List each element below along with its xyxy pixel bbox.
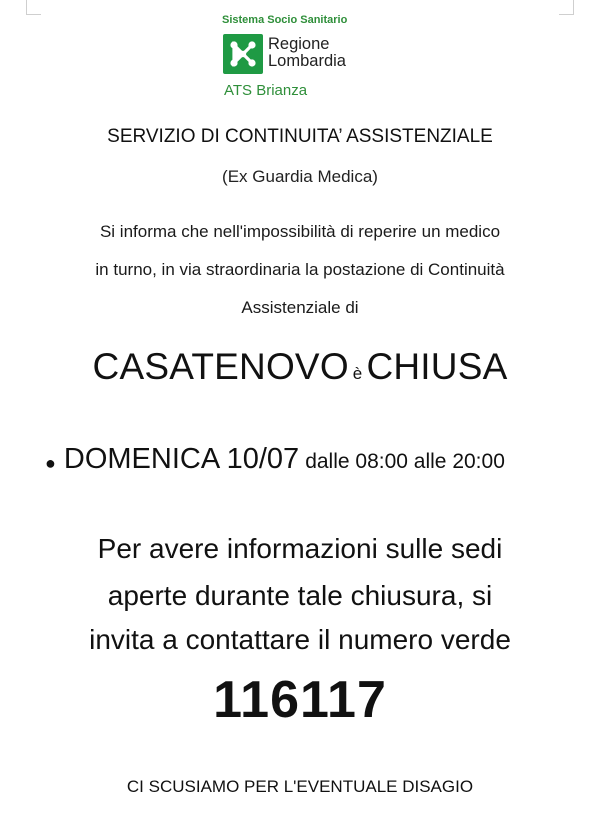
closure-date-item <box>45 443 505 476</box>
agency-label: ATS Brianza <box>224 82 308 99</box>
contact-line-2: aperte durante tale chiusura, si <box>107 580 493 611</box>
crop-mark-left <box>26 0 41 15</box>
closure-headline <box>0 346 600 388</box>
system-label: Sistema Socio Sanitario <box>222 14 348 26</box>
info-line-1: Si informa che nell'impossibilità di reperire un medico <box>99 222 501 241</box>
region-line-1: Regione <box>268 35 330 53</box>
info-line-3: Assistenziale di <box>241 298 359 317</box>
bullet-icon: ● <box>45 453 56 474</box>
contact-line-3: invita a contattare il numero verde <box>89 624 511 655</box>
closure-status: CHIUSA <box>366 346 508 387</box>
closure-day: DOMENICA 10/07 <box>63 443 300 475</box>
toll-free-number: 116117 <box>213 671 387 729</box>
region-name <box>268 36 346 70</box>
regione-lombardia-logo-icon <box>223 34 263 74</box>
contact-line-1: Per avere informazioni sulle sedi <box>97 533 503 564</box>
connector-word: è <box>352 364 363 383</box>
info-line-2: in turno, in via straordinaria la postazione di Continuità <box>95 260 505 279</box>
service-title: SERVIZIO DI CONTINUITA’ ASSISTENZIALE <box>107 126 493 147</box>
closure-hours: dalle 08:00 alle 20:00 <box>305 450 505 473</box>
region-line-2: Lombardia <box>268 52 346 70</box>
crop-mark-right <box>559 0 574 15</box>
service-subtitle: (Ex Guardia Medica) <box>222 167 378 186</box>
location-name: CASATENOVO <box>92 346 349 387</box>
apology-text: CI SCUSIAMO PER L'EVENTUALE DISAGIO <box>126 777 474 796</box>
